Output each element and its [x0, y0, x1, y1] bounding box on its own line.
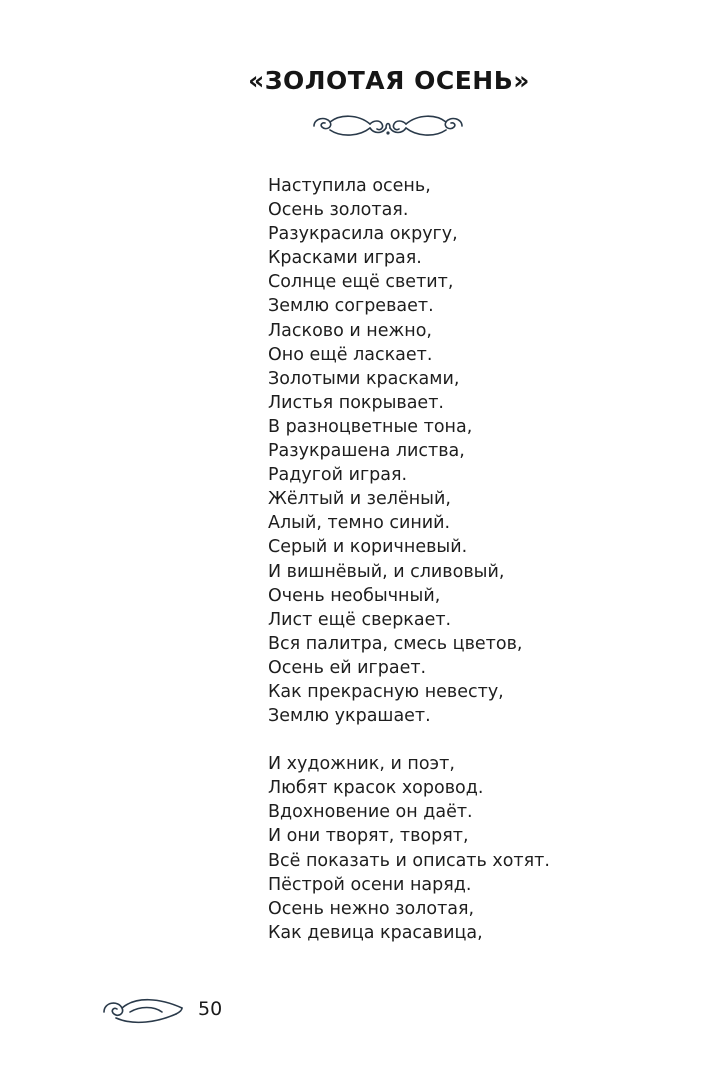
poem-line: Всё показать и описать хотят.: [268, 850, 550, 871]
poem-line: Осень золотая.: [268, 200, 409, 221]
poem-line: Землю украшает.: [268, 706, 431, 727]
page-footer: [100, 990, 300, 1030]
poem-line: И они творят, творят,: [268, 826, 469, 847]
poem-line: Как девица красавица,: [268, 922, 483, 943]
poem-line: В разноцветные тона,: [268, 416, 473, 437]
poem-body: [268, 174, 688, 945]
page-number: 50: [198, 998, 223, 1020]
poem-line: Лист ещё сверкает.: [268, 609, 452, 630]
poem-line: И вишнёвый, и сливовый,: [268, 561, 505, 582]
poem-title: «ЗОЛОТАЯ ОСЕНЬ»: [248, 66, 530, 95]
flourish-divider-icon: [308, 108, 468, 144]
poem-line: Листья покрывает.: [268, 392, 444, 413]
poem-line: Жёлтый и зелёный,: [268, 489, 451, 510]
poem-line: Разукрасила округу,: [268, 224, 458, 245]
poem-line: Ласково и нежно,: [268, 320, 432, 341]
stanza: [268, 174, 688, 728]
poem-line: Вдохновение он даёт.: [268, 802, 473, 823]
poem-line: Алый, темно синий.: [268, 513, 451, 534]
stanza: [268, 752, 688, 945]
poem-line: Разукрашена листва,: [268, 441, 465, 462]
poem-line: И художник, и поэт,: [268, 754, 455, 775]
poem-line: Вся палитра, смесь цветов,: [268, 633, 523, 654]
poem-line: Очень необычный,: [268, 585, 441, 606]
poem-line: Серый и коричневый.: [268, 537, 468, 558]
poem-line: Осень ей играет.: [268, 657, 427, 678]
poem-line: Осень нежно золотая,: [268, 898, 475, 919]
poem-line: Солнце ещё светит,: [268, 272, 454, 293]
poem-line: Землю согревает.: [268, 296, 434, 317]
poem-line: Золотыми красками,: [268, 368, 460, 389]
poem-line: Любят красок хоровод.: [268, 778, 484, 799]
poem-line: Радугой играя.: [268, 465, 408, 486]
poem-line: Пёстрой осени наряд.: [268, 874, 472, 895]
flourish-swirl-icon: [100, 992, 186, 1028]
poem-line: Красками играя.: [268, 248, 422, 269]
poem-line: Как прекрасную невесту,: [268, 681, 504, 702]
poem-line: Оно ещё ласкает.: [268, 344, 433, 365]
poem-line: Наступила осень,: [268, 176, 431, 196]
